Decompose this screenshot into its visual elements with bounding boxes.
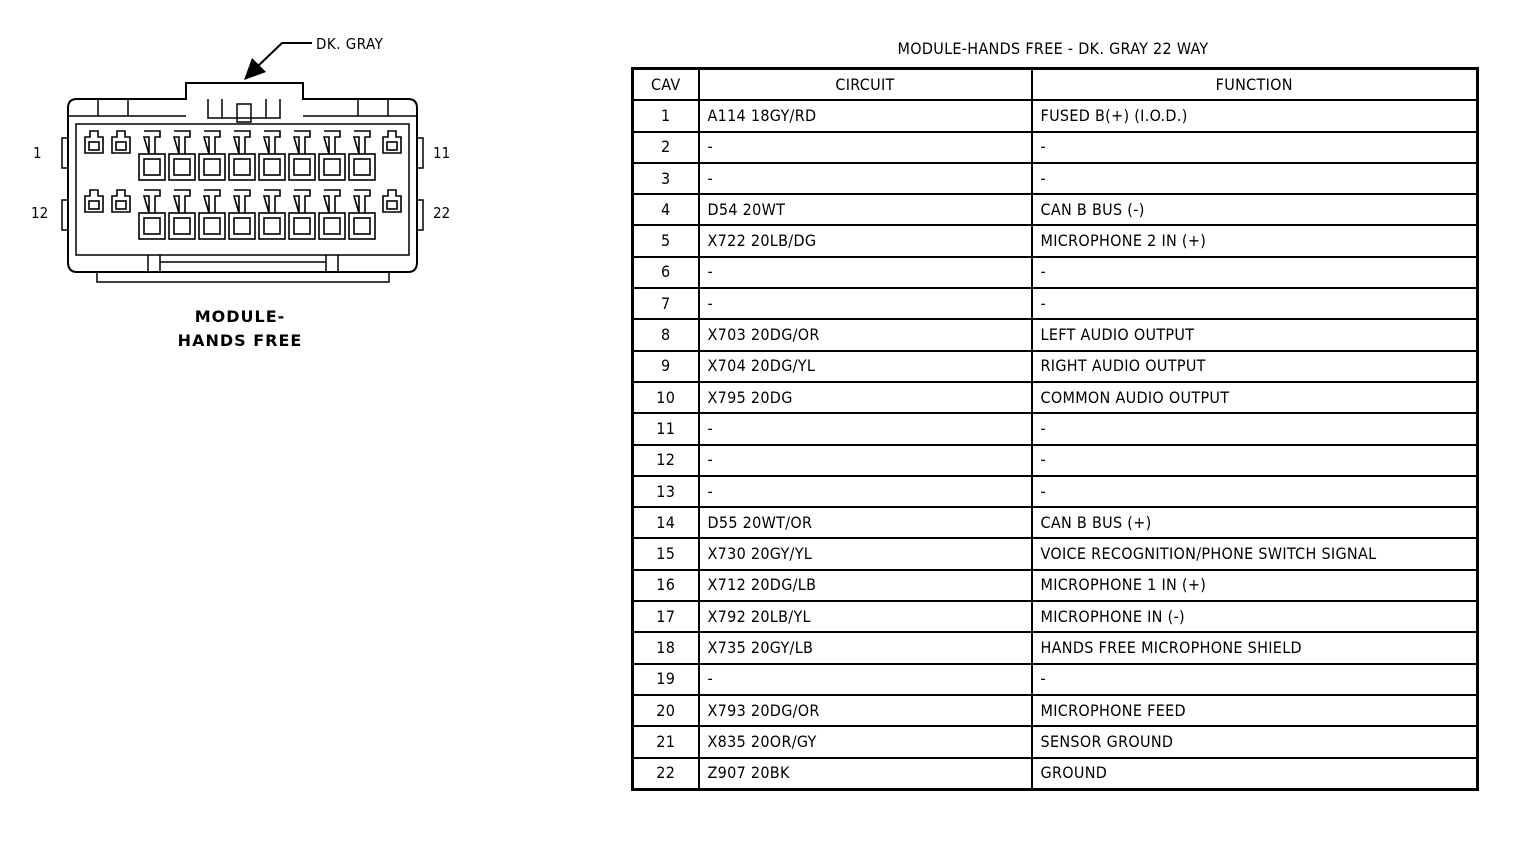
cavity-large xyxy=(169,190,195,239)
cavity-label-bottom-left: 12 xyxy=(31,204,49,222)
circuit-cell: X835 20OR/GY xyxy=(699,726,1032,757)
circuit-cell: X793 20DG/OR xyxy=(699,695,1032,726)
table-row xyxy=(633,288,1478,319)
function-cell: MICROPHONE FEED xyxy=(1032,695,1478,726)
circuit-cell: X730 20GY/YL xyxy=(699,538,1032,569)
table-row xyxy=(633,476,1478,507)
function-cell: - xyxy=(1032,476,1478,507)
function-cell: - xyxy=(1032,664,1478,695)
cav-cell: 6 xyxy=(633,257,699,288)
cavity-large xyxy=(349,190,375,239)
function-cell: RIGHT AUDIO OUTPUT xyxy=(1032,351,1478,382)
cavity-small xyxy=(383,131,401,153)
color-pointer-arrow xyxy=(244,43,312,80)
function-cell: - xyxy=(1032,163,1478,194)
circuit-cell: X712 20DG/LB xyxy=(699,570,1032,601)
function-cell: MICROPHONE IN (-) xyxy=(1032,601,1478,632)
cavity-large xyxy=(169,131,195,180)
cav-cell: 12 xyxy=(633,445,699,476)
cav-cell: 7 xyxy=(633,288,699,319)
cav-cell: 1 xyxy=(633,100,699,131)
function-cell: MICROPHONE 1 IN (+) xyxy=(1032,570,1478,601)
cavity-large xyxy=(229,190,255,239)
cav-cell: 18 xyxy=(633,632,699,663)
table-row xyxy=(633,413,1478,444)
cavity-large xyxy=(259,131,285,180)
connector-housing xyxy=(68,83,417,272)
cav-cell: 5 xyxy=(633,225,699,256)
function-cell: - xyxy=(1032,288,1478,319)
cavity-large xyxy=(139,131,165,180)
cav-cell: 2 xyxy=(633,132,699,163)
cavity-large xyxy=(259,190,285,239)
circuit-cell: X735 20GY/LB xyxy=(699,632,1032,663)
cavity-large xyxy=(229,131,255,180)
connector-name-line1: MODULE- xyxy=(194,307,286,326)
function-cell: LEFT AUDIO OUTPUT xyxy=(1032,319,1478,350)
table-row xyxy=(633,132,1478,163)
cav-cell: 22 xyxy=(633,758,699,790)
cavity-large xyxy=(199,190,225,239)
cav-cell: 10 xyxy=(633,382,699,413)
cav-cell: 14 xyxy=(633,507,699,538)
function-cell: - xyxy=(1032,132,1478,163)
circuit-cell: Z907 20BK xyxy=(699,758,1032,790)
cavity-large xyxy=(139,190,165,239)
cavity-large xyxy=(289,131,315,180)
cavity-large xyxy=(349,131,375,180)
function-cell: - xyxy=(1032,413,1478,444)
cavity-large xyxy=(319,190,345,239)
cav-cell: 17 xyxy=(633,601,699,632)
table-row xyxy=(633,257,1478,288)
cav-cell: 11 xyxy=(633,413,699,444)
table-row xyxy=(633,319,1478,350)
cavity-small xyxy=(85,190,103,212)
table-row xyxy=(633,758,1478,790)
circuit-cell: D54 20WT xyxy=(699,194,1032,225)
circuit-cell: X795 20DG xyxy=(699,382,1032,413)
connector-name-line2: HANDS FREE xyxy=(177,331,303,350)
circuit-cell: X722 20LB/DG xyxy=(699,225,1032,256)
cav-cell: 9 xyxy=(633,351,699,382)
function-cell: CAN B BUS (-) xyxy=(1032,194,1478,225)
table-row xyxy=(633,570,1478,601)
function-cell: VOICE RECOGNITION/PHONE SWITCH SIGNAL xyxy=(1032,538,1478,569)
cavity-large xyxy=(199,131,225,180)
cav-cell: 3 xyxy=(633,163,699,194)
cavity-small xyxy=(85,131,103,153)
cav-cell: 16 xyxy=(633,570,699,601)
header-cav: CAV xyxy=(633,69,699,101)
function-cell: GROUND xyxy=(1032,758,1478,790)
cavity-small xyxy=(112,190,130,212)
cavity-large xyxy=(289,190,315,239)
circuit-cell: - xyxy=(699,257,1032,288)
table-row xyxy=(633,100,1478,131)
circuit-cell: - xyxy=(699,664,1032,695)
table-row xyxy=(633,507,1478,538)
header-circuit: CIRCUIT xyxy=(699,69,1032,101)
function-cell: MICROPHONE 2 IN (+) xyxy=(1032,225,1478,256)
table-row xyxy=(633,601,1478,632)
table-row xyxy=(633,445,1478,476)
function-cell: FUSED B(+) (I.O.D.) xyxy=(1032,100,1478,131)
cav-cell: 13 xyxy=(633,476,699,507)
circuit-cell: - xyxy=(699,413,1032,444)
cav-cell: 8 xyxy=(633,319,699,350)
cavity-label-top-right: 11 xyxy=(433,144,451,162)
circuit-cell: X792 20LB/YL xyxy=(699,601,1032,632)
function-cell: - xyxy=(1032,257,1478,288)
table-title: MODULE-HANDS FREE - DK. GRAY 22 WAY xyxy=(897,39,1209,58)
circuit-cell: - xyxy=(699,476,1032,507)
cav-cell: 21 xyxy=(633,726,699,757)
table-row xyxy=(633,351,1478,382)
cavity-large xyxy=(319,131,345,180)
table-header-row xyxy=(633,69,1478,101)
table-row xyxy=(633,664,1478,695)
cav-cell: 4 xyxy=(633,194,699,225)
table-row xyxy=(633,382,1478,413)
cavity-small xyxy=(383,190,401,212)
table-row xyxy=(633,632,1478,663)
table-row xyxy=(633,194,1478,225)
circuit-cell: - xyxy=(699,132,1032,163)
cavity-label-top-left: 1 xyxy=(33,144,42,162)
connector-color-label: DK. GRAY xyxy=(316,35,384,53)
circuit-cell: X703 20DG/OR xyxy=(699,319,1032,350)
function-cell: HANDS FREE MICROPHONE SHIELD xyxy=(1032,632,1478,663)
cav-cell: 20 xyxy=(633,695,699,726)
header-function: FUNCTION xyxy=(1032,69,1478,101)
table-row xyxy=(633,726,1478,757)
function-cell: COMMON AUDIO OUTPUT xyxy=(1032,382,1478,413)
function-cell: SENSOR GROUND xyxy=(1032,726,1478,757)
table-row xyxy=(633,163,1478,194)
table-row xyxy=(633,695,1478,726)
table-row xyxy=(633,225,1478,256)
pinout-table xyxy=(631,67,1479,791)
cav-cell: 19 xyxy=(633,664,699,695)
circuit-cell: - xyxy=(699,163,1032,194)
cavity-small xyxy=(112,131,130,153)
cav-cell: 15 xyxy=(633,538,699,569)
function-cell: - xyxy=(1032,445,1478,476)
circuit-cell: X704 20DG/YL xyxy=(699,351,1032,382)
function-cell: CAN B BUS (+) xyxy=(1032,507,1478,538)
cavity-label-bottom-right: 22 xyxy=(433,204,451,222)
table-row xyxy=(633,538,1478,569)
circuit-cell: D55 20WT/OR xyxy=(699,507,1032,538)
circuit-cell: - xyxy=(699,288,1032,319)
circuit-cell: A114 18GY/RD xyxy=(699,100,1032,131)
circuit-cell: - xyxy=(699,445,1032,476)
